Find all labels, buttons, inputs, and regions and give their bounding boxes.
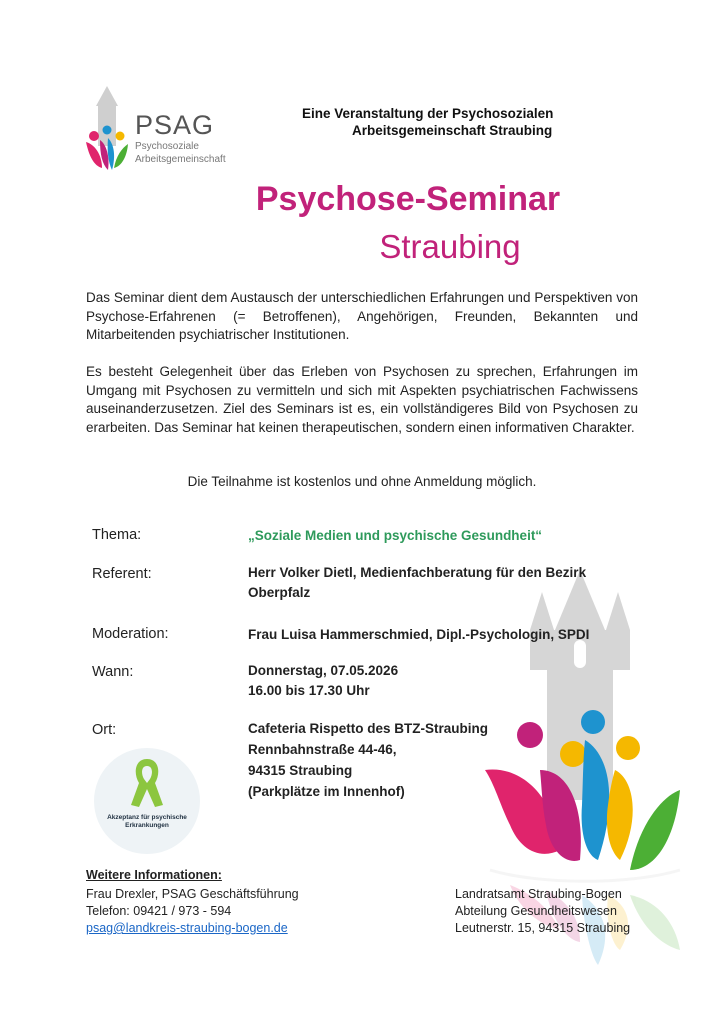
logo-subtitle-line2: Arbeitsgemeinschaft [135,154,226,165]
when-time: 16.00 bis 17.30 Uhr [248,683,370,698]
topic-value: „Soziale Medien und psychische Gesundheit“ [248,528,543,543]
office-line1: Landratsamt Straubing-Bogen [455,887,622,901]
contact-phone: Telefon: 09421 / 973 - 594 [86,904,232,918]
moderation-value: Frau Luisa Hammerschmied, Dipl.-Psychologin, SPDI [248,627,590,642]
speaker-line2: Oberpfalz [248,585,311,600]
organizer-line1: Eine Veranstaltung der Psychosozialen [302,106,554,121]
place-line2: Rennbahnstraße 44-46, [248,742,397,757]
topic-label: Thema: [92,527,142,543]
more-info-heading: Weitere Informationen: [86,868,222,882]
contact-email-link[interactable]: psag@landkreis-straubing-bogen.de [86,921,288,935]
page-title: Psychose-Seminar [255,180,561,218]
office-line2: Abteilung Gesundheitswesen [455,904,617,918]
page-subtitle: Straubing [379,228,521,265]
intro-paragraph-1: Das Seminar dient dem Austausch der unterschiedlichen Erfahrungen und Perspektiven von Psychose-Erfahrenen (= Betroffenen), Angehörigen, Freunden, Bekannten und Mitarbeitenden psychiatrischer Institutionen. [86,290,638,342]
title-block [0,180,724,219]
logo-wordmark: PSAG [135,110,215,140]
when-label: Wann: [92,664,134,680]
place-line3: 94315 Straubing [248,763,353,778]
participation-note: Die Teilnahme ist kostenlos und ohne Anmeldung möglich. [187,474,537,489]
when-date: Donnerstag, 07.05.2026 [248,663,399,678]
green-ribbon-badge-icon [93,747,201,855]
place-line4: (Parkplätze im Innenhof) [248,784,405,799]
badge-text-line2: Erkrankungen [125,822,169,829]
speaker-label: Referent: [92,566,152,582]
logo-subtitle-line1: Psychosoziale [135,141,199,152]
speaker-line1: Herr Volker Dietl, Medienfachberatung für den Bezirk [248,565,587,580]
office-line3: Leutnerstr. 15, 94315 Straubing [455,921,631,935]
intro-paragraph-2: Es besteht Gelegenheit über das Erleben von Psychosen zu sprechen, Erfahrungen im Umgang mit Psychosen zu vermitteln und sich mit Aspekten psychiatrischen Fachwissens auseinanderzusetzen. Ziel des Seminars ist es, ein vollständigeres Bild von Psychosen zu erarbeiten. Das Seminar hat keinen therapeutischen, sondern einen informativen Charakter. [86,364,638,435]
contact-name: Frau Drexler, PSAG Geschäftsführung [86,887,299,901]
place-label: Ort: [92,722,117,738]
place-line1: Cafeteria Rispetto des BTZ-Straubing [248,721,489,736]
organizer-line2: Arbeitsgemeinschaft Straubing [352,123,553,138]
moderation-label: Moderation: [92,626,169,642]
badge-text-line1: Akzeptanz für psychische [107,814,187,821]
